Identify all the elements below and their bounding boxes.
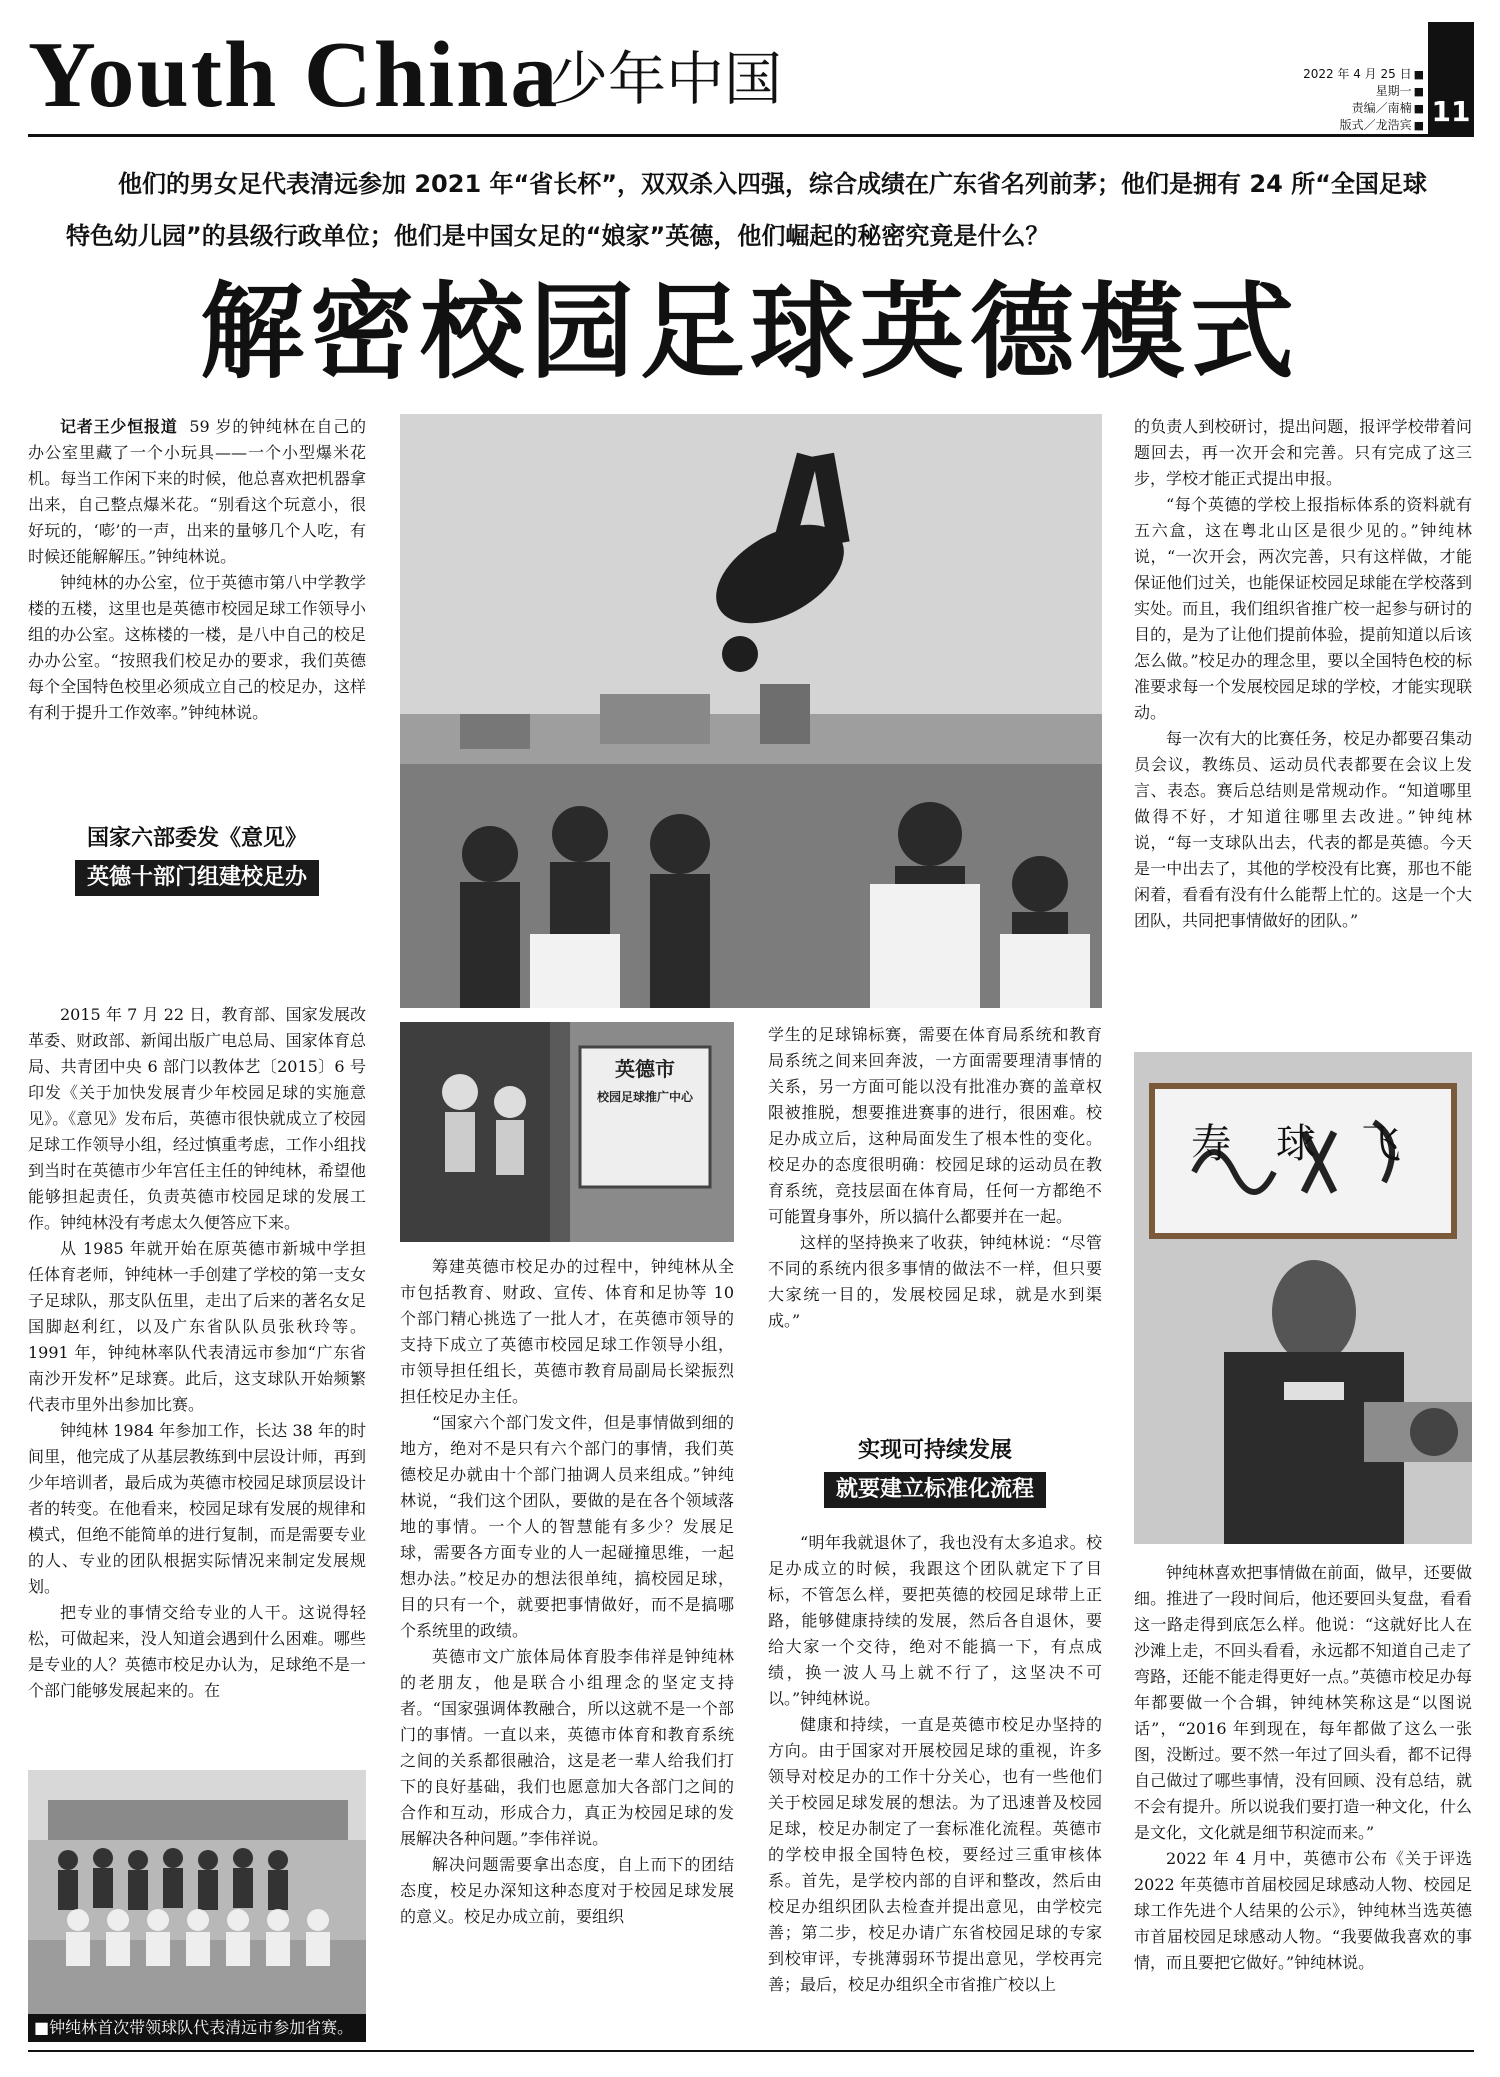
paragraph: “明年我就退休了，我也没有太多追求。校足办成立的时候，我跟这个团队就定下了目标，不管怎么样，要把英德的校园足球带上正路，能够健康持续的发展，然后各自退休，要给大家一个交待，绝对不能搞一下，有点成绩，换一波人马上就不行了，这坚决不可以。”钟纯林说。 <box>768 1533 1102 1708</box>
paragraph: 每一次有大的比赛任务，校足办都要召集动员会议，教练员、运动员代表都要在会议上发言、表态。赛后总结则是常规动作。“知道哪里做得不好，才知道往哪里去改进。”钟纯林说，“每一支球队出去，代表的都是英德。今天是一中出去了，其他的学校没有比赛，那也不能闲着，看看有没有什么能帮上忙的。这是一个大团队，共同把事情做好的团队。” <box>1134 729 1472 930</box>
paragraph: 英德市文广旅体局体育股李伟祥是钟纯林的老朋友，他是联合小组理念的坚定支持者。“国家强调体教融合，所以这就不是一个部门的事情。一直以来，英德市体育和教育系统之间的关系都很融洽，这是老一辈人给我们打下的良好基础，我们也愿意加大各部门之间的合作和互动，形成合力，真正为校园足球的发展解决各种问题。”李伟祥说。 <box>400 1647 734 1848</box>
main-photo-image <box>400 414 1102 1008</box>
paragraph: 学生的足球锦标赛，需要在体育局系统和教育局系统之间来回奔波，一方面需要理清事情的关系，另一方面可能以没有批准办赛的盖章权限被推脱，想要推进赛事的进行，很困难。校足办成立后，这种局面发生了根本性的变化。校足办的态度很明确：校园足球的运动员在教育系统，竞技层面在体育局，任何一方都绝不可能置身事外，所以搞什么都要并在一起。 <box>768 1025 1102 1226</box>
subhead-2-top: 实现可持续发展 <box>857 1438 1012 1463</box>
column-4-top <box>1134 414 1472 1054</box>
byline: 记者王少恒报道 <box>60 417 178 436</box>
paragraph: 这样的坚持换来了收获，钟纯林说：“尽管不同的系统内很多事情的做法不一样，但只要大家统一目的，发展校园足球，就是水到渠成。” <box>768 1233 1102 1330</box>
article-deck: 他们的男女足代表清远参加 2021 年“省长杯”，双双杀入四强，综合成绩在广东省名列前茅；他们是拥有 24 所“全国足球特色幼儿园”的县级行政单位；他们是中国女足的“娘家”英德，他们崛起的秘密究竟是什么？ <box>66 170 1427 250</box>
column-3-bottom <box>768 1530 1102 2050</box>
issue-editor: 责编／南楠 ■ <box>1290 100 1424 117</box>
column-3-top <box>768 1022 1102 1420</box>
portrait-photo-zhong-chunlin <box>1134 1052 1472 1544</box>
issue-weekday: 星期一 ■ <box>1290 83 1424 100</box>
article-headline: 解密校园足球英德模式 <box>199 271 1300 393</box>
masthead-chinese-title: 少年中国 <box>550 45 783 113</box>
team-photo-image <box>28 1770 366 2042</box>
sign-subtitle: 校园足球推广中心 <box>596 1090 693 1104</box>
column-2 <box>400 1254 734 2044</box>
main-photo-celebration <box>400 414 1102 1008</box>
team-photo <box>28 1770 366 2042</box>
paragraph: 钟纯林 1984 年参加工作，长达 38 年的时间里，他完成了从基层教练到中层设计师，再到少年培训者，最后成为英德市校园足球顶层设计者的转变。在他看来，校园足球有发展的规律和模式，但绝不能简单的进行复制，而是需要专业的人、专业的团队根据实际情况来制定发展规划。 <box>28 1421 366 1596</box>
page-number: 11 <box>1428 22 1474 134</box>
paragraph: 记者王少恒报道 59 岁的钟纯林在自己的办公室里藏了一个小玩具——一个小型爆米花机。每当工作闲下来的时候，他总喜欢把机器拿出来，自己整点爆米花。“别看这个玩意小，很好玩的，‘嘭’的一声，出来的量够几个人吃，有时候还能解解压。”钟纯林说。 <box>28 417 366 566</box>
subhead-1-bottom-wrap <box>28 860 366 898</box>
paragraph: 从 1985 年就开始在原英德市新城中学担任体育老师，钟纯林一手创建了学校的第一支女子足球队，那支队伍里，走出了后来的著名女足国脚赵利红，以及广东省队队员张秋玲等。1991 年，钟纯林率队代表清远市参加“广东省南沙开发杯”足球赛。此后，这支球队开始频繁代表市里外出参加比赛。 <box>28 1239 366 1414</box>
sign-title: 英德市 <box>615 1057 675 1081</box>
paragraph: 的负责人到校研讨，提出问题，报评学校带着问题回去，再一次开会和完善。只有完成了这三步，学校才能正式提出申报。 <box>1134 417 1472 488</box>
paragraph: 钟纯林喜欢把事情做在前面，做早，还要做细。推进了一段时间后，他还要回头复盘，看看这一路走得到底怎么样。他说：“这就好比人在沙滩上走，不回头看看，永远都不知道自己走了弯路，还能不能走得更好一点。”英德市校足办每年都要做一个合辑，钟纯林笑称这是“以图说话”，“2016 年到现在，每年都做了这么一张图，没断过。要不然一年过了回头看，都不记得自己做过了哪些事情，没有回顾、没有总结，就不会有提升。所以说我们要打造一种文化，什么是文化，文化就是细节积淀而来。” <box>1134 1563 1472 1842</box>
top-rule <box>28 134 1474 137</box>
subhead-1-top: 国家六部委发《意见》 <box>86 826 307 851</box>
paragraph: “每个英德的学校上报指标体系的资料就有五六盒，这在粤北山区是很少见的。”钟纯林说，“一次开会，两次完善，只有这样做，才能保证他们过关，也能保证校园足球能在学校落到实处。而且，我们组织省推广校一起参与研讨的目的，是为了让他们提前体验，提前知道以后该怎么做。”校足办的理念里，要以全国特色校的标准要求每一个发展校园足球的学校，才能实现联动。 <box>1134 495 1472 722</box>
issue-info <box>1290 66 1424 134</box>
bottom-rule <box>28 2050 1474 2052</box>
paragraph: 钟纯林的办公室，位于英德市第八中学教学楼的五楼，这里也是英德市校园足球工作领导小组的办公室。这栋楼的一楼，是八中自己的校足办办公室。“按照我们校足办的要求，我们英德每个全国特色校里必须成立自己的校足办，这样有利于提升工作效率。”钟纯林说。 <box>28 573 366 722</box>
column-1-top <box>28 414 366 726</box>
paragraph: 2022 年 4 月中，英德市公布《关于评选 2022 年英德市首届校园足球感动人物、校园足球工作先进个人结果的公示》，钟纯林当选英德市首届校园足球感动人物。“我要做我喜欢的事情，而且要把它做好。”钟纯林说。 <box>1134 1849 1472 1972</box>
column-4-bottom <box>1134 1560 1472 2050</box>
subhead-2-bottom: 就要建立标准化流程 <box>824 1472 1046 1508</box>
subhead-1-bottom: 英德十部门组建校足办 <box>75 860 319 896</box>
paragraph: 解决问题需要拿出态度，自上而下的团结态度，校足办深知这种态度对于校园足球发展的意义。校足办成立前，要组织 <box>400 1855 734 1926</box>
paragraph: 筹建英德市校足办的过程中，钟纯林从全市包括教育、财政、宣传、体育和足协等 10 个部门精心挑选了一批人才，在英德市领导的支持下成立了英德市校园足球工作领导小组，市领导担任组长，英德市教育局副局长梁振烈担任校足办主任。 <box>400 1257 734 1406</box>
masthead-title: Youth China <box>28 23 560 127</box>
team-photo-caption: ■钟纯林首次带领球队代表清远市参加省赛。 <box>28 2014 366 2042</box>
subhead-2-bottom-wrap <box>768 1472 1102 1510</box>
paragraph: 健康和持续，一直是英德市校足办坚持的方向。由于国家对开展校园足球的重视，许多领导对校足办的工作十分关心，也有一些他们关于校园足球发展的想法。为了迅速普及校园足球，校足办制定了一套标准化流程。英德市的学校申报全国特色校，要经过三重审核体系。首先，是学校内部的自评和整改，然后由校足办组织团队去检查并提出意见，由学校完善；第二步，校足办请广东省校园足球的专家到校审评，专挑薄弱环节提出意见，学校再完善；最后，校足办组织全市省推广校以上 <box>768 1715 1102 1994</box>
issue-designer: 版式／龙浩宾 ■ <box>1290 117 1424 134</box>
issue-date: 2022 年 4 月 25 日 ■ <box>1290 66 1424 83</box>
center-photo-image <box>400 1022 734 1242</box>
paragraph: 把专业的事情交给专业的人干。这说得轻松，可做起来，没人知道会遇到什么困难。哪些是专业的人？英德市校足办认为，足球绝不是一个部门能够发展起来的。在 <box>28 1603 366 1700</box>
column-1-bottom <box>28 1002 366 1762</box>
center-photo-promotion-center <box>400 1022 734 1242</box>
paragraph: 2015 年 7 月 22 日，教育部、国家发展改革委、财政部、新闻出版广电总局、国家体育总局、共青团中央 6 部门以教体艺〔2015〕6 号印发《关于加快发展青少年校园足球的实施意见》。《意见》发布后，英德市很快就成立了校园足球工作领导小组，经过慎重考虑，工作小组找到当时在英德市少年宫任主任的钟纯林，希望他能够担起责任，负责英德市校园足球的发展工作。钟纯林没有考虑太久便答应下来。 <box>28 1005 366 1232</box>
paragraph: “国家六个部门发文件，但是事情做到细的地方，绝对不是只有六个部门的事情，我们英德校足办就由十个部门抽调人员来组成。”钟纯林说，“我们这个团队，要做的是在各个领域落地的事情。一个人的智慧能有多少？发展足球，需要各方面专业的人一起碰撞思维，一起想办法。”校足办的想法很单纯，搞校园足球，目的只有一个，就要把事情做好，而不是搞哪个系统里的政绩。 <box>400 1413 734 1640</box>
calligraphy-scroll: 寿 球 飞 <box>1191 1121 1417 1167</box>
